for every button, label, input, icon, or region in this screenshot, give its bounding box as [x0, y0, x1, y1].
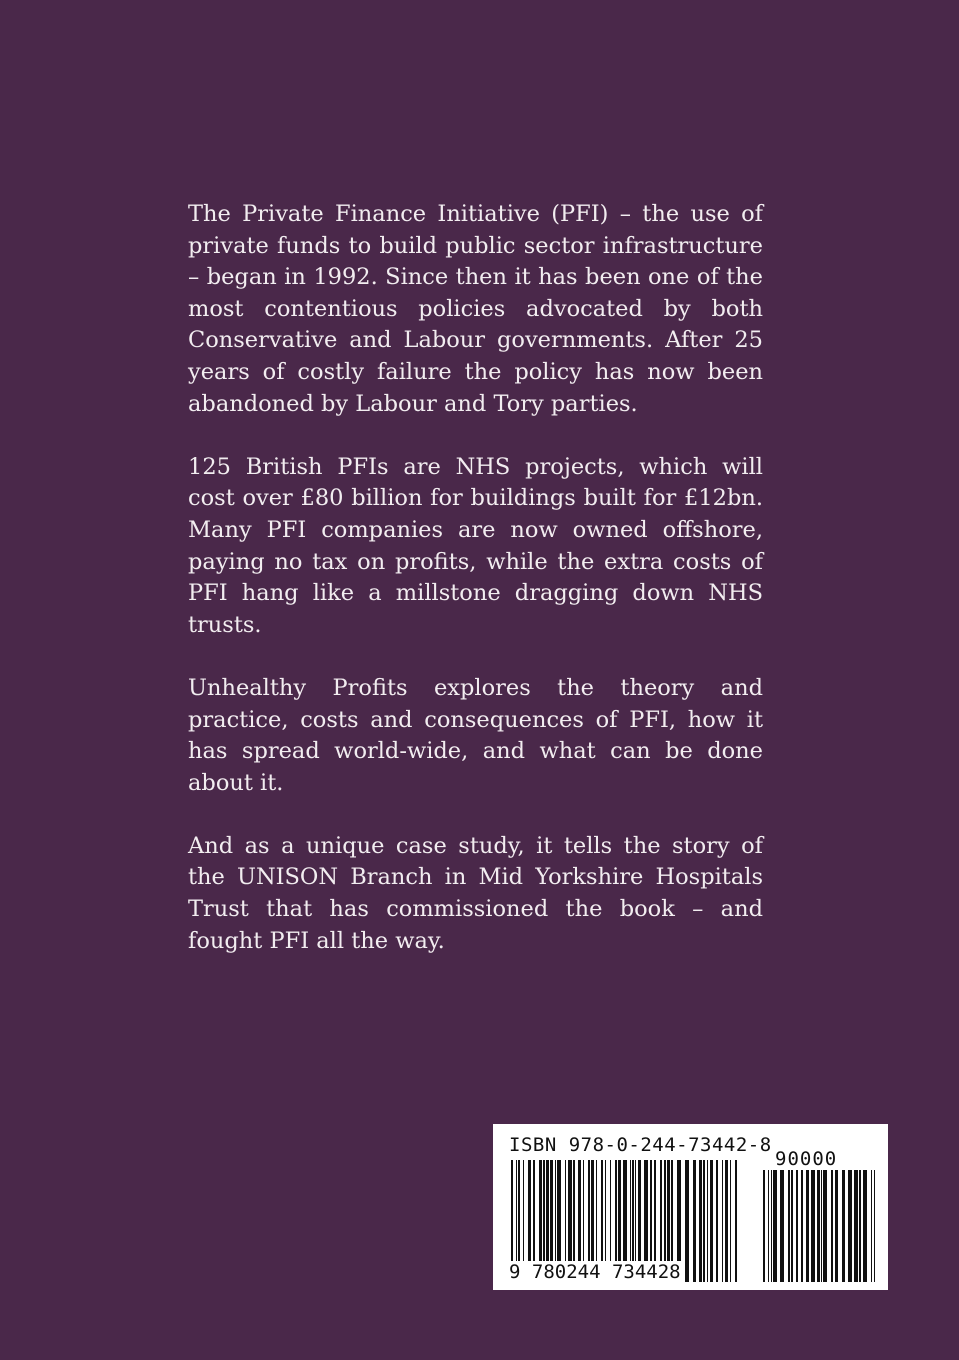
barcode-bar: [771, 1170, 772, 1282]
barcode-bar: [722, 1160, 723, 1282]
blurb-paragraph-1: The Private Finance Initiative (PFI) – the use of private funds to build public sector infrastructure – began in 1992. Since then it has been one of the most contentious policies advocated by both Conservative and Labour governments. After 25 years of costly failure the policy has now been abandoned by Labour and Tory parties.: [188, 201, 763, 417]
barcode-bar: [823, 1170, 827, 1282]
barcode-bar: [699, 1160, 702, 1282]
barcode-bar: [821, 1170, 822, 1282]
barcode-bar: [763, 1170, 765, 1282]
barcode-bar: [874, 1170, 875, 1282]
barcode-bar: [817, 1170, 820, 1282]
barcode-bar: [859, 1170, 861, 1282]
barcode-bar: [773, 1170, 777, 1282]
barcode-bar: [806, 1170, 809, 1282]
back-cover-blurb: [188, 199, 763, 989]
ean-digits: 9 780244 734428: [509, 1261, 681, 1283]
barcode-bar: [811, 1170, 815, 1282]
addon-barcode-bars: [763, 1170, 875, 1282]
barcode-bar: [796, 1170, 798, 1282]
blurb-paragraph-2: 125 British PFIs are NHS projects, which will cost over £80 billion for buildings built for £12bn. Many PFI companies are now owned offshore, paying no tax on profits, while the extra costs of PFI hang like a millstone dragging down NHS trusts.: [188, 453, 763, 638]
barcode-bar: [730, 1160, 731, 1282]
barcode-bar: [835, 1170, 838, 1282]
isbn-barcode-panel: [493, 1124, 888, 1290]
barcode-bar: [831, 1170, 833, 1282]
addon-digits: 90000: [775, 1148, 838, 1170]
barcode-bar: [685, 1160, 689, 1282]
barcode-bar: [693, 1160, 696, 1282]
barcode-bar: [848, 1170, 852, 1282]
barcode-bar: [780, 1170, 784, 1282]
barcode-bar: [801, 1170, 803, 1282]
barcode-bar: [725, 1160, 728, 1282]
blurb-paragraph-3: Unhealthy Profits explores the theory and practice, costs and consequences of PFI, how it has spread world-wide, and what can be done about it.: [188, 674, 763, 796]
barcode-bar: [791, 1170, 793, 1282]
barcode-bar: [703, 1160, 705, 1282]
blurb-paragraph-4: And as a unique case study, it tells the story of the UNISON Branch in Mid Yorkshire Hospitals Trust that has commissioned the book – and fought PFI all the way.: [188, 832, 763, 954]
barcode-bar: [710, 1160, 713, 1282]
barcode-bar: [842, 1170, 845, 1282]
barcode-bar: [788, 1170, 790, 1282]
barcode-bar: [735, 1160, 737, 1282]
barcode-bar: [854, 1170, 858, 1282]
barcode-bar: [716, 1160, 718, 1282]
isbn-label: ISBN 978-0-244-73442-8: [509, 1134, 772, 1156]
barcode-bar: [863, 1170, 867, 1282]
barcode-bar: [871, 1170, 872, 1282]
barcode-bar: [768, 1170, 769, 1282]
barcode-bar: [707, 1160, 708, 1282]
